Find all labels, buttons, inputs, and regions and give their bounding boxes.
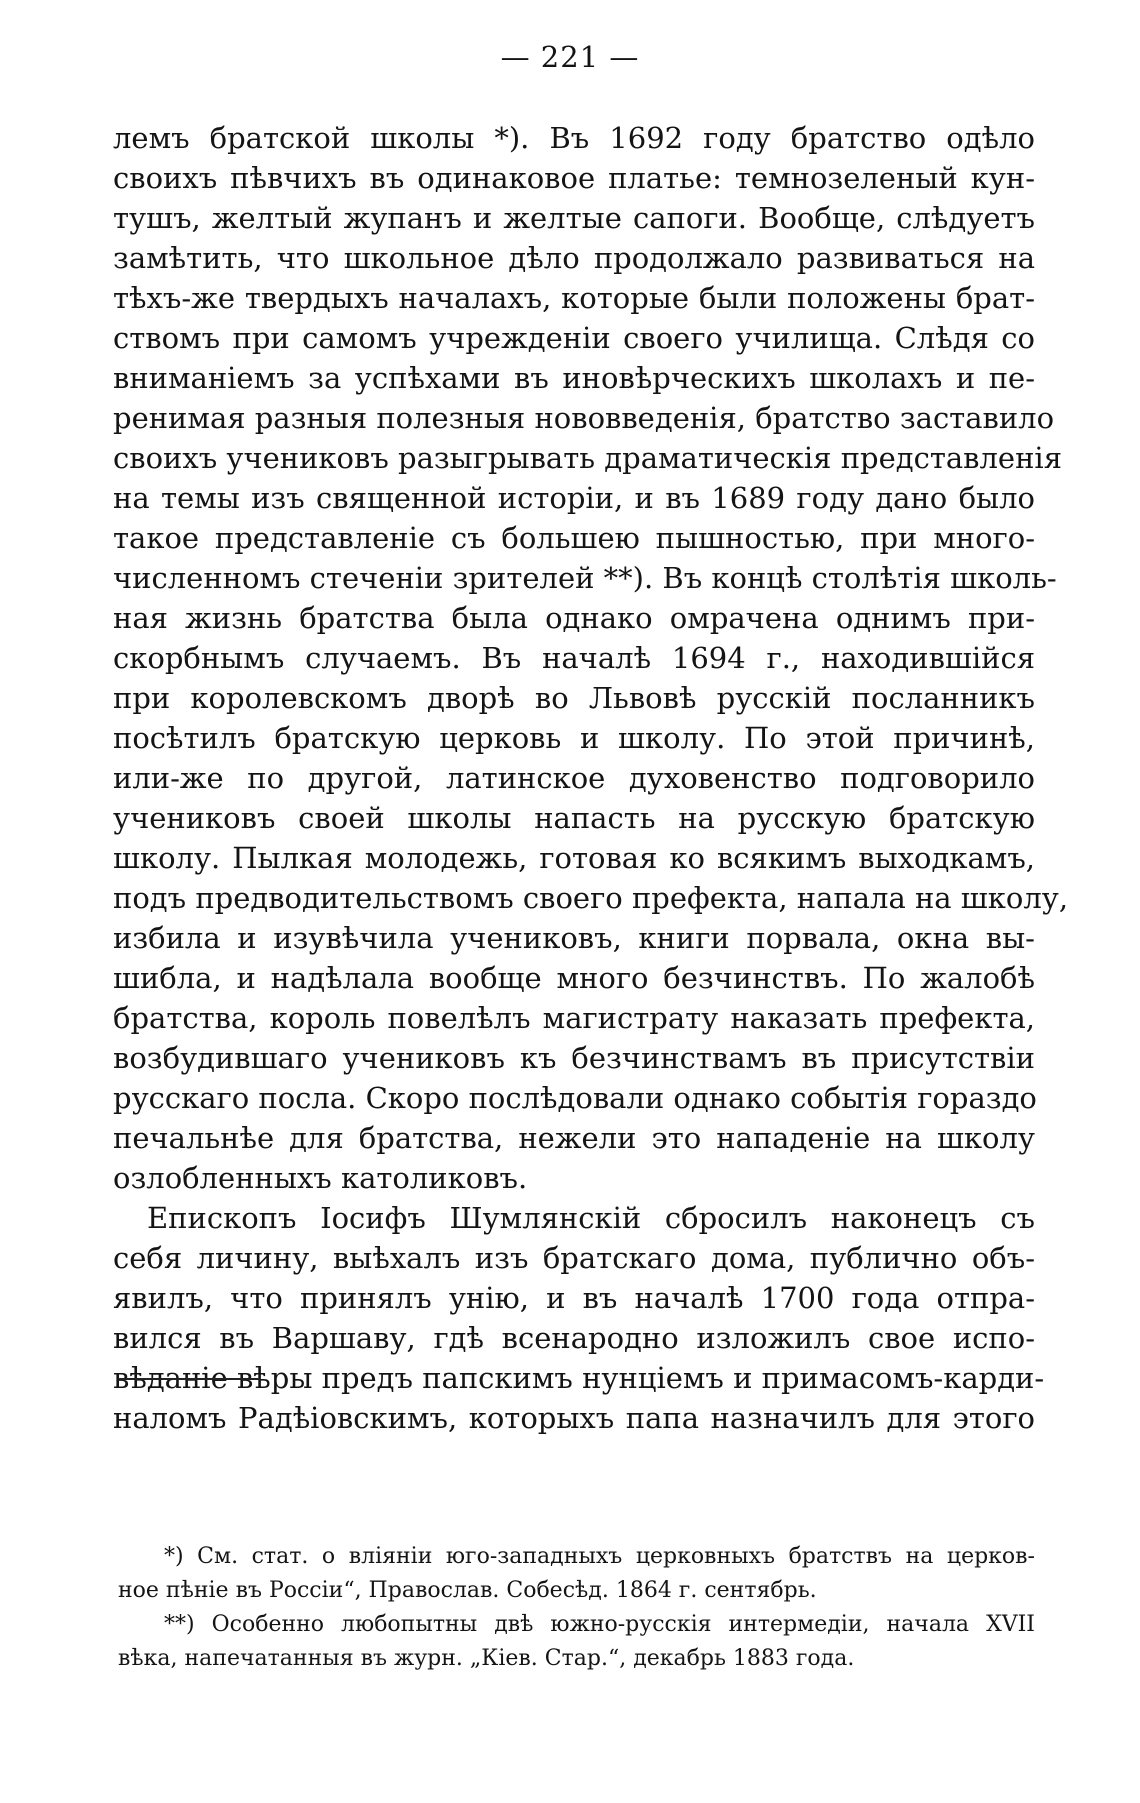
footnote-line: *) См. стат. о вліяніи юго-западныхъ церковныхъ братствъ на церков- — [164, 1544, 1035, 1569]
text-line: ренимая разныя полезныя нововведенія, братство заставило — [113, 401, 1055, 435]
footnote-line: ное пѣніе въ Россіи“, Православ. Собесѣд. 1864 г. сентябрь. — [118, 1578, 817, 1603]
footnotes — [118, 1540, 1035, 1676]
text-line: школу. Пылкая молодежь, готовая ко всякимъ выходкамъ, — [113, 841, 1035, 875]
text-line: на темы изъ священной исторіи, и въ 1689 году дано было — [113, 481, 1035, 515]
text-line: братства, король повелѣлъ магистрату наказать префекта, — [113, 1001, 1035, 1035]
text-line: вѣданіе вѣры предъ папскимъ нунціемъ и примасомъ-карди- — [113, 1361, 1045, 1395]
text-line: вниманіемъ за успѣхами въ иновѣрческихъ школахъ и пе- — [113, 361, 1035, 395]
text-line: ствомъ при самомъ учрежденіи своего училища. Слѣдя со — [113, 321, 1035, 355]
text-line: такое представленіе съ большею пышностью, при много- — [113, 521, 1035, 555]
text-line: при королевскомъ дворѣ во Львовѣ русскій посланникъ — [113, 681, 1035, 715]
text-line: избила и изувѣчила учениковъ, книги порвала, окна вы- — [113, 921, 1035, 955]
text-line: замѣтить, что школьное дѣло продолжало развиваться на — [113, 241, 1035, 275]
text-line: своихъ учениковъ разыгрывать драматическія представленія — [113, 441, 1062, 475]
text-line: Епископъ Іосифъ Шумлянскій сбросилъ наконецъ съ — [147, 1201, 1035, 1235]
page-number: — 221 — — [500, 40, 640, 74]
text-line: тушъ, желтый жупанъ и желтые сапоги. Вообще, слѣдуетъ — [113, 201, 1035, 235]
text-line: ная жизнь братства была однако омрачена однимъ при- — [113, 601, 1035, 635]
text-line: лемъ братской школы *). Въ 1692 году братство одѣло — [113, 121, 1035, 155]
text-line: или-же по другой, латинское духовенство подговорило — [113, 761, 1035, 795]
text-line: озлобленныхъ католиковъ. — [113, 1161, 528, 1195]
text-line: вился въ Варшаву, гдѣ всенародно изложилъ свое испо- — [113, 1321, 1035, 1355]
text-line: скорбнымъ случаемъ. Въ началѣ 1694 г., находившійся — [113, 641, 1035, 675]
text-line: шибла, и надѣлала вообще много безчинствъ. По жалобѣ — [113, 961, 1035, 995]
text-line: численномъ стеченіи зрителей **). Въ концѣ столѣтія школь- — [113, 561, 1057, 595]
text-line: себя личину, выѣхалъ изъ братскаго дома, публично объ- — [113, 1241, 1035, 1275]
text-line: русскаго посла. Скоро послѣдовали однако событія гораздо — [113, 1081, 1037, 1115]
footnote-line: **) Особенно любопытны двѣ южно-русскія интермедіи, начала XVII — [164, 1612, 1035, 1637]
text-line: явилъ, что принялъ унію, и въ началѣ 1700 года отпра- — [113, 1281, 1035, 1315]
text-line: тѣхъ-же твердыхъ началахъ, которые были положены брат- — [113, 281, 1035, 315]
text-line: подъ предводительствомъ своего префекта, напала на школу, — [113, 881, 1069, 915]
text-line: возбудившаго учениковъ къ безчинствамъ въ присутствіи — [113, 1041, 1035, 1075]
text-line: посѣтилъ братскую церковь и школу. По этой причинѣ, — [113, 721, 1035, 755]
text-line: печальнѣе для братства, нежели это нападеніе на школу — [113, 1121, 1035, 1155]
footnote-divider — [118, 1378, 260, 1380]
text-line: учениковъ своей школы напасть на русскую братскую — [113, 801, 1035, 835]
text-line: своихъ пѣвчихъ въ одинаковое платье: темнозеленый кун- — [113, 161, 1035, 195]
footnote-line: вѣка, напечатанныя въ журн. „Кіев. Стар.“, декабрь 1883 года. — [118, 1646, 855, 1671]
main-text — [113, 118, 1069, 1438]
text-line: наломъ Радѣіовскимъ, которыхъ папа назначилъ для этого — [113, 1401, 1035, 1435]
